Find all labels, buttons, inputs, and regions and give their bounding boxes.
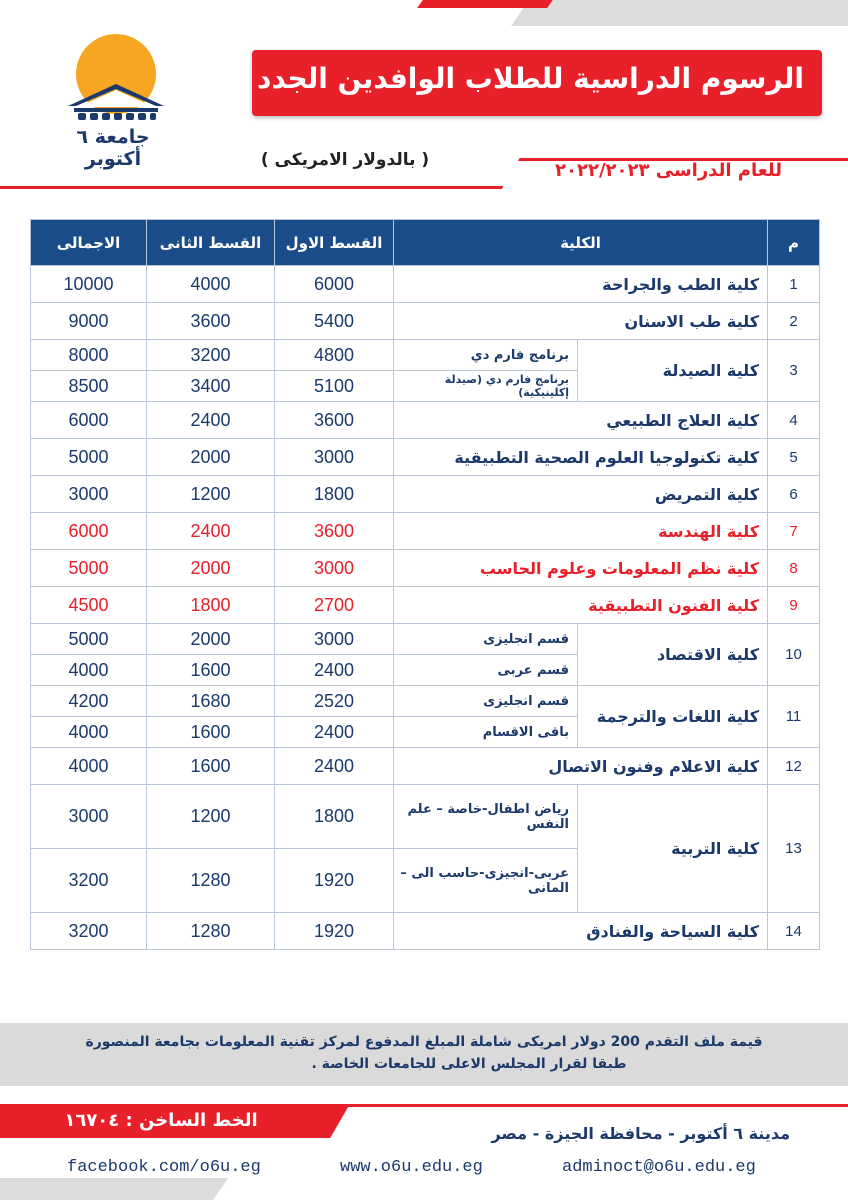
first-installment: 2400 (275, 717, 394, 748)
department-name: قسم انجليزى (394, 686, 578, 717)
logo-building-icon (68, 84, 164, 122)
total-fee: 8000 (31, 340, 147, 371)
row-index: 7 (768, 513, 820, 550)
total-fee: 10000 (31, 266, 147, 303)
logo-university-name: جامعة ٦ أكتوبر (76, 126, 150, 170)
website-link[interactable]: www.o6u.edu.eg (340, 1158, 483, 1177)
hotline-text: الخط الساخن : ١٦٧٠٤ (64, 1110, 258, 1131)
faculty-name: كلية الاعلام وفنون الاتصال (394, 748, 768, 785)
table-row (31, 439, 820, 476)
row-index: 8 (768, 550, 820, 587)
total-fee: 3200 (31, 913, 147, 950)
table-header-row (31, 220, 820, 266)
second-installment: 2000 (147, 439, 275, 476)
department-name: باقى الاقسام (394, 717, 578, 748)
decorative-stripe-top (511, 0, 848, 26)
total-fee: 4000 (31, 748, 147, 785)
second-installment: 1600 (147, 748, 275, 785)
row-index: 2 (768, 303, 820, 340)
total-fee: 5000 (31, 624, 147, 655)
second-installment: 3600 (147, 303, 275, 340)
second-installment: 2400 (147, 402, 275, 439)
row-index: 4 (768, 402, 820, 439)
decorative-stripe-red (417, 0, 553, 8)
total-fee: 4000 (31, 717, 147, 748)
first-installment: 3600 (275, 513, 394, 550)
first-installment: 3600 (275, 402, 394, 439)
first-installment: 4800 (275, 340, 394, 371)
table-row (31, 550, 820, 587)
table-row (31, 748, 820, 785)
table-row (31, 340, 820, 371)
second-installment: 3200 (147, 340, 275, 371)
total-fee: 8500 (31, 371, 147, 402)
header-second-installment: القسط الثانى (147, 220, 275, 266)
header-first-installment: القسط الاول (275, 220, 394, 266)
row-index: 11 (768, 686, 820, 748)
second-installment: 1200 (147, 476, 275, 513)
faculty-name: كلية الاقتصاد (578, 624, 768, 686)
first-installment: 3000 (275, 624, 394, 655)
table-row (31, 587, 820, 624)
second-installment: 4000 (147, 266, 275, 303)
first-installment: 5400 (275, 303, 394, 340)
address-text: مدينة ٦ أكتوبر - محافظة الجيزة - مصر (491, 1124, 790, 1143)
academic-year: للعام الدراسى ٢٠٢٢/٢٠٢٣ (555, 160, 782, 181)
faculty-name: كلية تكنولوجيا العلوم الصحية التطبيقية (394, 439, 768, 476)
second-installment: 2400 (147, 513, 275, 550)
notice-line-1: قيمة ملف التقدم 200 دولار امريكى شاملة المبلغ المدفوع لمركز تقنية المعلومات بجامعة المنصورة (85, 1034, 763, 1050)
fees-table (30, 219, 820, 950)
second-installment: 1680 (147, 686, 275, 717)
program-name: برنامج فارم دي (394, 340, 578, 371)
first-installment: 2400 (275, 748, 394, 785)
table-row (31, 913, 820, 950)
header-total: الاجمالى (31, 220, 147, 266)
table-row (31, 303, 820, 340)
table-row (31, 476, 820, 513)
first-installment: 5100 (275, 371, 394, 402)
total-fee: 6000 (31, 402, 147, 439)
department-name: عربى-انجيزى-حاسب الى – المانى (394, 849, 578, 913)
second-installment: 3400 (147, 371, 275, 402)
row-index: 13 (768, 785, 820, 913)
facebook-link[interactable]: facebook.com/o6u.eg (67, 1158, 261, 1177)
first-installment: 2400 (275, 655, 394, 686)
hotline-banner (0, 1104, 322, 1138)
first-installment: 3000 (275, 439, 394, 476)
table-row (31, 402, 820, 439)
second-installment: 2000 (147, 624, 275, 655)
program-name: برنامج فارم دي (صيدلة إكلينيكية) (394, 371, 578, 402)
second-installment: 1200 (147, 785, 275, 849)
application-fee-notice (0, 1023, 848, 1086)
second-installment: 1280 (147, 913, 275, 950)
total-fee: 4000 (31, 655, 147, 686)
row-index: 9 (768, 587, 820, 624)
faculty-name: كلية السياحة والفنادق (394, 913, 768, 950)
first-installment: 2700 (275, 587, 394, 624)
table-row (31, 624, 820, 655)
row-index: 14 (768, 913, 820, 950)
faculty-name: كلية الطب والجراحة (394, 266, 768, 303)
faculty-name: كلية التمريض (394, 476, 768, 513)
faculty-name: كلية الهندسة (394, 513, 768, 550)
row-index: 12 (768, 748, 820, 785)
total-fee: 5000 (31, 550, 147, 587)
row-index: 5 (768, 439, 820, 476)
row-index: 3 (768, 340, 820, 402)
total-fee: 3200 (31, 849, 147, 913)
first-installment: 1920 (275, 849, 394, 913)
page-title: الرسوم الدراسية للطلاب الوافدين الجدد (252, 50, 822, 116)
total-fee: 6000 (31, 513, 147, 550)
first-installment: 3000 (275, 550, 394, 587)
table-row (31, 686, 820, 717)
first-installment: 6000 (275, 266, 394, 303)
second-installment: 1600 (147, 655, 275, 686)
faculty-name: كلية طب الاسنان (394, 303, 768, 340)
table-row (31, 785, 820, 849)
second-installment: 1800 (147, 587, 275, 624)
total-fee: 4500 (31, 587, 147, 624)
department-name: قسم عربى (394, 655, 578, 686)
currency-note: ( بالدولار الامريكى ) (260, 150, 430, 170)
header-faculty: الكلية (394, 220, 768, 266)
first-installment: 1920 (275, 913, 394, 950)
email-link[interactable]: adminoct@o6u.edu.eg (562, 1158, 756, 1177)
faculty-name: كلية نظم المعلومات وعلوم الحاسب (394, 550, 768, 587)
faculty-name: كلية العلاج الطبيعي (394, 402, 768, 439)
department-name: رياض اطفال-خاصة – علم النفس (394, 785, 578, 849)
header-index: م (768, 220, 820, 266)
faculty-name: كلية اللغات والترجمة (578, 686, 768, 748)
department-name: قسم انجليزى (394, 624, 578, 655)
university-logo (48, 32, 178, 170)
second-installment: 2000 (147, 550, 275, 587)
table-row (31, 513, 820, 550)
first-installment: 2520 (275, 686, 394, 717)
row-index: 6 (768, 476, 820, 513)
row-index: 10 (768, 624, 820, 686)
row-index: 1 (768, 266, 820, 303)
total-fee: 3000 (31, 785, 147, 849)
first-installment: 1800 (275, 785, 394, 849)
first-installment: 1800 (275, 476, 394, 513)
faculty-name: كلية الفنون التطبيقية (394, 587, 768, 624)
faculty-name: كلية الصيدلة (578, 340, 768, 402)
table-row (31, 266, 820, 303)
second-installment: 1280 (147, 849, 275, 913)
total-fee: 3000 (31, 476, 147, 513)
decorative-stripe-bottom (0, 1178, 228, 1200)
total-fee: 5000 (31, 439, 147, 476)
total-fee: 9000 (31, 303, 147, 340)
faculty-name: كلية التربية (578, 785, 768, 913)
notice-line-2: طبقا لقرار المجلس الاعلى للجامعات الخاصة . (311, 1056, 627, 1072)
second-installment: 1600 (147, 717, 275, 748)
total-fee: 4200 (31, 686, 147, 717)
